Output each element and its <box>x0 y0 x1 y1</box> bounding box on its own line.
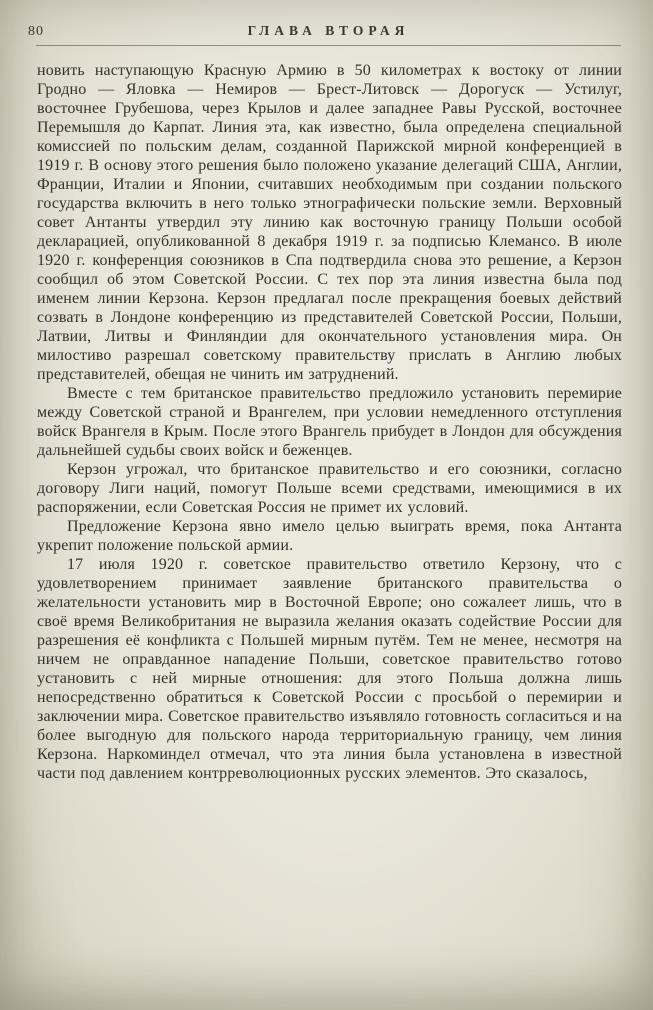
page-number: 80 <box>28 24 44 39</box>
page-header <box>28 23 621 41</box>
header-rule <box>36 45 621 46</box>
page-body <box>37 61 622 783</box>
paragraph-continuation: новить наступающую Красную Армию в 50 километрах к востоку от линии Гродно — Яловка — Немиров — Брест-Литовск — Дорогуск — Устилуг, восточнее Грубешова, через Крылов и далее западнее Равы Русской, восточнее Перемышля до Карпат. Линия эта, как известно, была определена специальной комиссией по польским делам, созданной Парижской мирной конференцией в 1919 г. В основу этого решения было положено указание делегаций США, Англии, Франции, Италии и Японии, считавших необходимым при создании польского государства включить в него только этнографически польские земли. Верховный совет Антанты утвердил эту линию как восточную границу Польши особой декларацией, опубликованной 8 декабря 1919 г. за подписью Клемансо. В июле 1920 г. конференция союзников в Спа подтвердила снова это решение, а Керзон сообщил об этом Советской России. С тех пор эта линия известна была под именем линии Керзона. Керзон предлагал после прекращения боевых действий созвать в Лондоне конференцию из представителей Советской России, Польши, Латвии, Литвы и Финляндии для окончательного установления мира. Он милостиво разрешал советскому правительству прислать в Англию любых представителей, обещая не чинить им затруднений. <box>37 62 622 383</box>
paragraph: 17 июля 1920 г. советское правительство ответило Керзону, что с удовлетворением принимает заявление британского правительства о желательности установить мир в Восточной Европе; оно сожалеет лишь, что в своё время Великобритания не выразила желания оказать содействие России для разрешения её конфликта с Польшей мирным путём. Тем не менее, несмотря на ничем не оправданное нападение Польши, советское правительство готово установить с ней мирные отношения: для этого Польша должна лишь непосредственно обратиться к Советской России с просьбой о перемирии и заключении мира. Советское правительство изъявляло готовность согласиться и на более выгодную для польского народа территориальную границу, чем линия Керзона. Наркоминдел отмечал, что эта линия была установлена в известной части под давлением контрреволюционных русских элементов. Это сказалось, <box>37 556 622 782</box>
paragraph: Керзон угрожал, что британское правительство и его союзники, согласно договору Лиги наций, помогут Польше всеми средствами, имеющимися в их распоряжении, если Советская Россия не примет их условий. <box>37 461 622 516</box>
paragraph: Вместе с тем британское правительство предложило установить перемирие между Советской страной и Врангелем, при условии немедленного отступления войск Врангеля в Крым. После этого Врангель прибудет в Лондон для обсуждения дальнейшей судьбы своих войск и беженцев. <box>37 385 622 459</box>
running-title: ГЛАВА ВТОРАЯ <box>247 23 410 38</box>
paragraph: Предложение Керзона явно имело целью выиграть время, пока Антанта укрепит положение польской армии. <box>37 518 622 554</box>
